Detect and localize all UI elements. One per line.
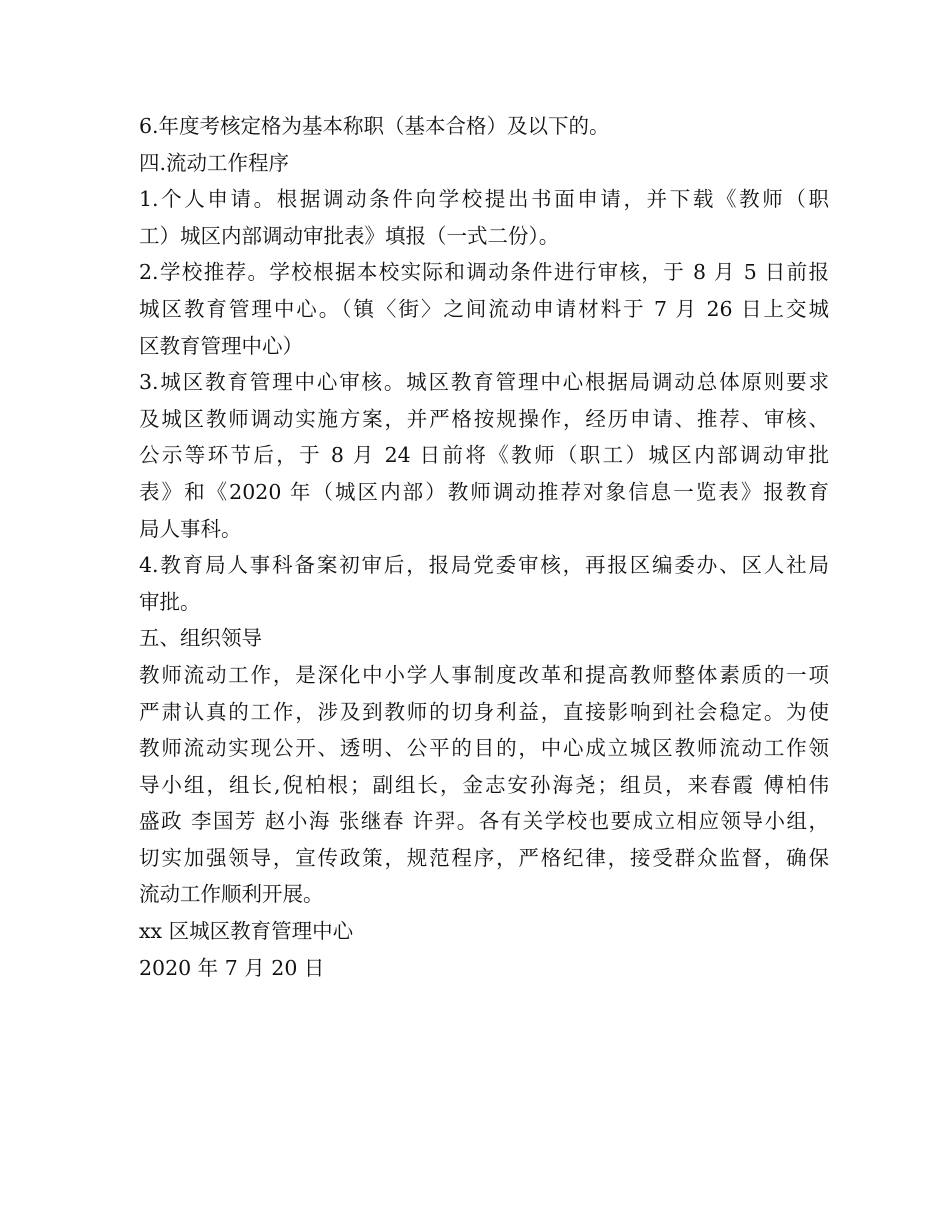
text-line: 6.年度考核定格为基本称职（基本合格）及以下的。 [139,114,610,138]
organization-signature: xx 区城区教育管理中心 [139,919,354,944]
text-line: 教师流动实现公开、透明、公平的目的，中心成立城区教师流动工作领 [139,736,829,761]
section-heading: 四.流动工作程序 [139,150,290,175]
text-line: 切实加强领导，宣传政策，规范程序，严格纪律，接受群众监督，确保 [139,845,829,870]
text-line: 盛政 李国芳 赵小海 张继春 许羿。各有关学校也要成立相应领导小组， [139,809,829,834]
text-line: 工）城区内部调动审批表》填报（一式二份）。 [139,223,560,248]
text-line: 导小组，组长,倪柏根；副组长，金志安孙海尧；组员，来春霞 傅柏伟 [139,772,829,797]
text-line: 4.教育局人事科备案初审后，报局党委审核，再报区编委办、区人社局 [139,553,829,578]
text-line: 公示等环节后，于 8 月 24 日前将《教师（职工）城区内部调动审批 [139,443,829,468]
document-date: 2020 年 7 月 20 日 [139,955,325,980]
text-line: 教师流动工作，是深化中小学人事制度改革和提高教师整体素质的一项 [139,662,829,687]
section-heading: 五、组织领导 [139,626,262,651]
text-line: 2.学校推荐。学校根据本校实际和调动条件进行审核，于 8 月 5 日前报 [139,260,829,285]
text-line: 局人事科。 [139,516,242,541]
text-line: 3.城区教育管理中心审核。城区教育管理中心根据局调动总体原则要求 [139,370,829,395]
text-line: 区教育管理中心） [139,333,303,358]
text-line: 及城区教师调动实施方案，并严格按规操作，经历申请、推荐、审核、 [139,406,829,431]
text-line: 1.个人申请。根据调动条件向学校提出书面申请，并下载《教师（职 [139,187,829,212]
document-body [139,108,829,986]
text-line: 城区教育管理中心。（镇〈街〉之间流动申请材料于 7 月 26 日上交城 [139,296,829,321]
text-line: 审批。 [139,589,201,614]
text-line: 严肃认真的工作，涉及到教师的切身利益，直接影响到社会稳定。为使 [139,699,829,724]
text-line: 表》和《2020 年（城区内部）教师调动推荐对象信息一览表》报教育 [139,479,829,504]
text-line: 流动工作顺利开展。 [139,882,324,907]
